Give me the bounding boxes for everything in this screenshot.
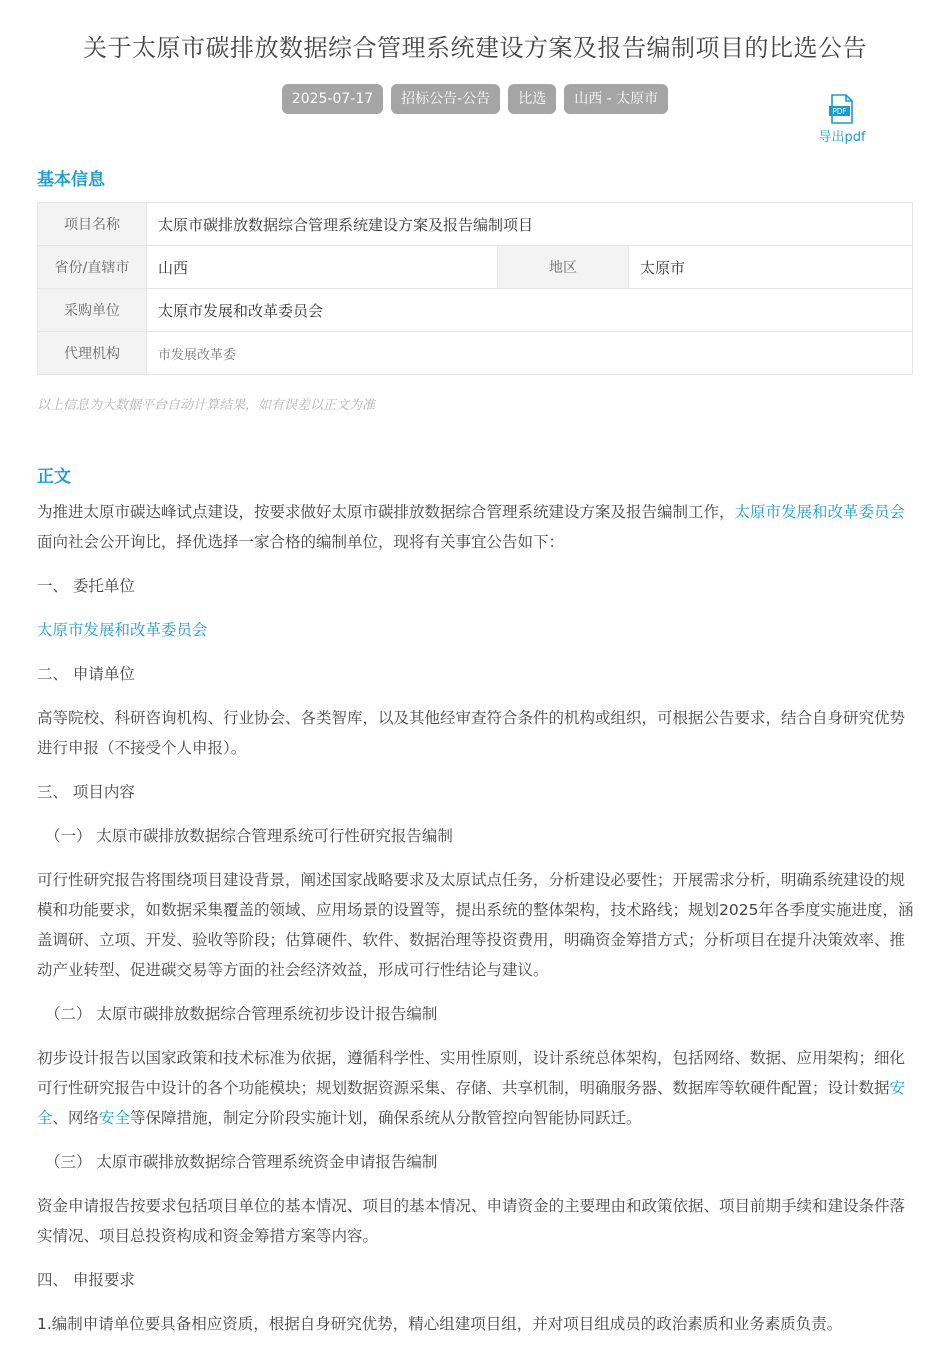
basic-info-table	[37, 202, 913, 375]
tag-category[interactable]: 招标公告-公告	[391, 84, 500, 114]
tag-region[interactable]: 山西 - 太原市	[564, 84, 668, 114]
basic-info-heading: 基本信息	[37, 170, 105, 190]
section-1-title: 一、 委托单位	[37, 577, 135, 595]
export-pdf-button[interactable]	[812, 94, 872, 145]
auto-info-note: 以上信息为大数据平台自动计算结果，如有误差以正文为准	[37, 398, 376, 413]
section-3-3-title: （三） 太原市碳排放数据综合管理系统资金申请报告编制	[45, 1153, 438, 1171]
tag-date[interactable]: 2025-07-17	[282, 84, 383, 114]
section-3-3-body: 资金申请报告按要求包括项目单位的基本情况、项目的基本情况、申请资金的主要理由和政策依据、项目前期手续和建设条件落实情况、项目总投资构成和资金筹措方案等内容。	[37, 1197, 906, 1245]
export-pdf-label[interactable]: 导出pdf	[818, 130, 866, 145]
section-3-2-text-b: 、网络	[52, 1109, 100, 1127]
agency-value: 市发展改革委	[147, 332, 913, 375]
section-2-title: 二、 申请单位	[37, 665, 135, 683]
pdf-icon	[827, 94, 857, 124]
section-3-1-title: （一） 太原市碳排放数据综合管理系统可行性研究报告编制	[45, 827, 453, 845]
agency-label: 代理机构	[38, 332, 147, 375]
section-3-1-body: 可行性研究报告将围绕项目建设背景，阐述国家战略要求及太原试点任务，分析建设必要性；开展需求分析，明确系统建设的规模和功能要求，如数据采集覆盖的领域、应用场景的设置等，提出系统的整体架构，技术路线；规划2025年各季度实施进度，涵盖调研、立项、开发、验收等阶段；估算硬件、软件、数据治理等投资费用，明确资金筹措方式；分析项目在提升决策效率、推动产业转型、促进碳交易等方面的社会经济效益，形成可行性结论与建议。	[37, 871, 914, 979]
section-3-2-text-a: 初步设计报告以国家政策和技术标准为依据，遵循科学性、实用性原则，设计系统总体架构，包括网络、数据、应用架构；细化可行性研究报告中设计的各个功能模块；规划数据资源采集、存储、共享机制，明确服务器、数据库等软硬件配置；设计数据	[37, 1049, 906, 1097]
project-name-value: 太原市碳排放数据综合管理系统建设方案及报告编制项目	[147, 203, 913, 246]
content-heading: 正文	[37, 467, 71, 487]
section-2-body: 高等院校、科研咨询机构、行业协会、各类智库，以及其他经审查符合条件的机构或组织，可根据公告要求，结合自身研究优势进行申报（不接受个人申报）。	[37, 709, 906, 757]
tag-type[interactable]: 比选	[508, 84, 556, 114]
section-3-2-body	[37, 1043, 915, 1133]
security-link-1[interactable]: 安全	[37, 1079, 906, 1127]
intro-text-b: 面向社会公开询比，择优选择一家合格的编制单位，现将有关事宜公告如下：	[37, 533, 565, 551]
section-3-2-title: （二） 太原市碳排放数据综合管理系统初步设计报告编制	[45, 1005, 438, 1023]
region-link[interactable]: 太原市	[629, 246, 913, 289]
province-label: 省份/直辖市	[38, 246, 147, 289]
announcement-body	[37, 497, 915, 1353]
table-row	[38, 332, 913, 375]
table-row	[38, 246, 913, 289]
province-value: 山西	[147, 246, 498, 289]
security-link-2[interactable]: 安全	[99, 1109, 131, 1127]
intro-purchaser-link[interactable]: 太原市发展和改革委员会	[734, 503, 906, 521]
purchaser-label: 采购单位	[38, 289, 147, 332]
section-3-title: 三、 项目内容	[37, 783, 135, 801]
purchaser-link[interactable]: 太原市发展和改革委员会	[147, 289, 913, 332]
section-4-title: 四、 申报要求	[37, 1271, 135, 1289]
project-name-label: 项目名称	[38, 203, 147, 246]
svg-text:PDF: PDF	[832, 107, 847, 116]
table-row	[38, 203, 913, 246]
page-title: 关于太原市碳排放数据综合管理系统建设方案及报告编制项目的比选公告	[83, 34, 867, 62]
tag-row	[0, 84, 950, 114]
section-3-2-text-c: 等保障措施，制定分阶段实施计划，确保系统从分散管控向智能协同跃迁。	[130, 1109, 642, 1127]
table-row	[38, 289, 913, 332]
intro-paragraph	[37, 497, 915, 557]
section-4-item-1: 1.编制申请单位要具备相应资质，根据自身研究优势，精心组建项目组，并对项目组成员的政治素质和业务素质负责。	[37, 1315, 843, 1333]
region-label: 地区	[498, 246, 629, 289]
section-1-link[interactable]: 太原市发展和改革委员会	[37, 621, 208, 639]
intro-text-a: 为推进太原市碳达峰试点建设，按要求做好太原市碳排放数据综合管理系统建设方案及报告编制工作，	[37, 503, 735, 521]
